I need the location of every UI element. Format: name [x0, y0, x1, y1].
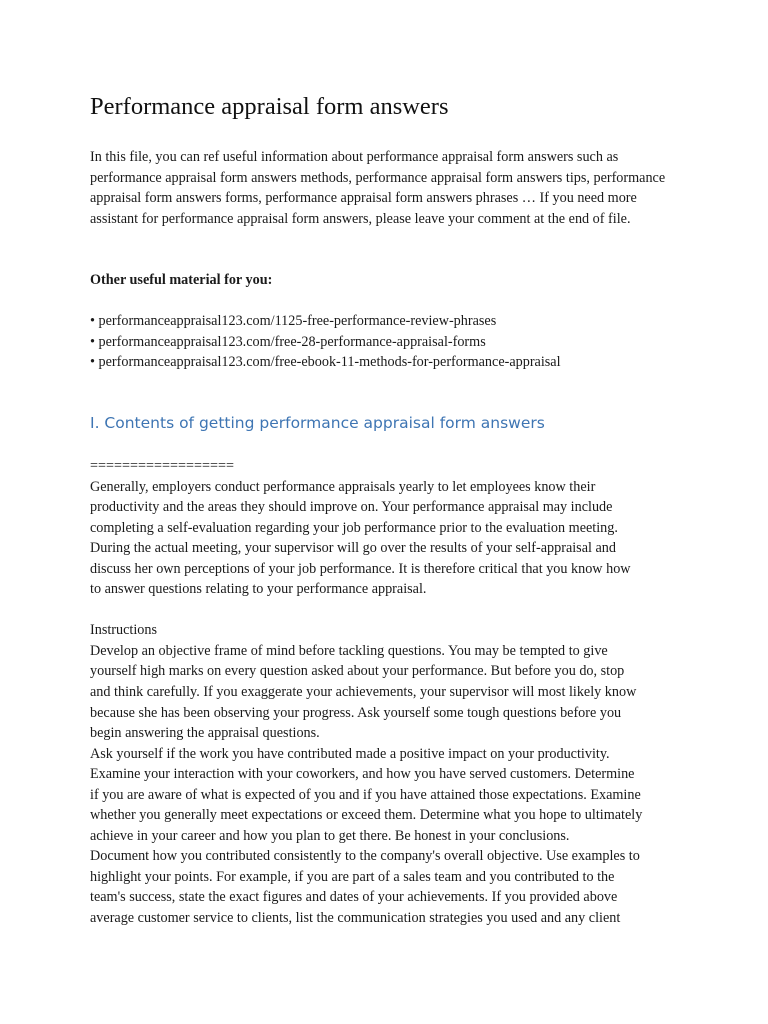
- body-text-line: discuss her own perceptions of your job performance. It is therefore critical that you know how: [90, 560, 631, 577]
- body-text-line: Ask yourself if the work you have contributed made a positive impact on your productivity.: [90, 745, 610, 762]
- section-heading: I. Contents of getting performance appraisal form answers: [90, 414, 545, 432]
- useful-link-item: • performanceappraisal123.com/free-ebook-11-methods-for-performance-appraisal: [90, 354, 561, 370]
- body-text-line: completing a self-evaluation regarding your job performance prior to the evaluation meeting.: [90, 519, 618, 536]
- useful-material-heading: Other useful material for you:: [90, 272, 273, 288]
- body-text-line: highlight your points. For example, if you are part of a sales team and you contributed to the: [90, 868, 615, 885]
- body-text-line: begin answering the appraisal questions.: [90, 725, 320, 742]
- body-text-line: achieve in your career and how you plan to get there. Be honest in your conclusions.: [90, 827, 570, 844]
- blank-line: [90, 600, 680, 621]
- body-text-line: yourself high marks on every question asked about your performance. But before you do, stop: [90, 663, 625, 680]
- body-text-line: because she has been observing your progress. Ask yourself some tough questions before you: [90, 704, 622, 721]
- body-text-line: Generally, employers conduct performance appraisals yearly to let employees know their: [90, 478, 596, 495]
- document-title: Performance appraisal form answers: [90, 93, 449, 120]
- body-text-line: Develop an objective frame of mind before tackling questions. You may be tempted to give: [90, 642, 608, 659]
- body-text-line: team's success, state the exact figures and dates of your achievements. If you provided above: [90, 889, 618, 906]
- useful-link-item: • performanceappraisal123.com/free-28-performance-appraisal-forms: [90, 333, 486, 350]
- separator-line: ==================: [90, 458, 235, 474]
- body-text-line: productivity and the areas they should improve on. Your performance appraisal may include: [90, 499, 613, 516]
- useful-link-item: • performanceappraisal123.com/1125-free-performance-review-phrases: [90, 313, 497, 329]
- body-text-line: and think carefully. If you exaggerate your achievements, your supervisor will most likely know: [90, 684, 637, 701]
- body-text-line: to answer questions relating to your performance appraisal.: [90, 581, 427, 598]
- body-text-line: Examine your interaction with your coworkers, and how you have served customers. Determine: [90, 766, 635, 783]
- body-text-line: average customer service to clients, list the communication strategies you used and any client: [90, 910, 621, 927]
- body-text-line: Document how you contributed consistently to the company's overall objective. Use examples to: [90, 848, 640, 865]
- body-text-line: whether you generally meet expectations or exceed them. Determine what you hope to ultimately: [90, 807, 643, 824]
- useful-links-list: [90, 311, 561, 373]
- intro-paragraph: In this file, you can ref useful information about performance appraisal form answers such as performance appraisal form answers methods, performance appraisal form answers tips, performance appraisal form answers forms, performance appraisal form answers phrases … If you need more assistant for performance appraisal form answers, please leave your comment at the end of file.: [90, 149, 666, 228]
- body-text-line: if you are aware of what is expected of you and if you have attained those expectations. Examine: [90, 786, 641, 803]
- section-body: [90, 456, 680, 929]
- body-text-line: During the actual meeting, your supervisor will go over the results of your self-appraisal and: [90, 540, 616, 557]
- body-text-line: Instructions: [90, 622, 157, 639]
